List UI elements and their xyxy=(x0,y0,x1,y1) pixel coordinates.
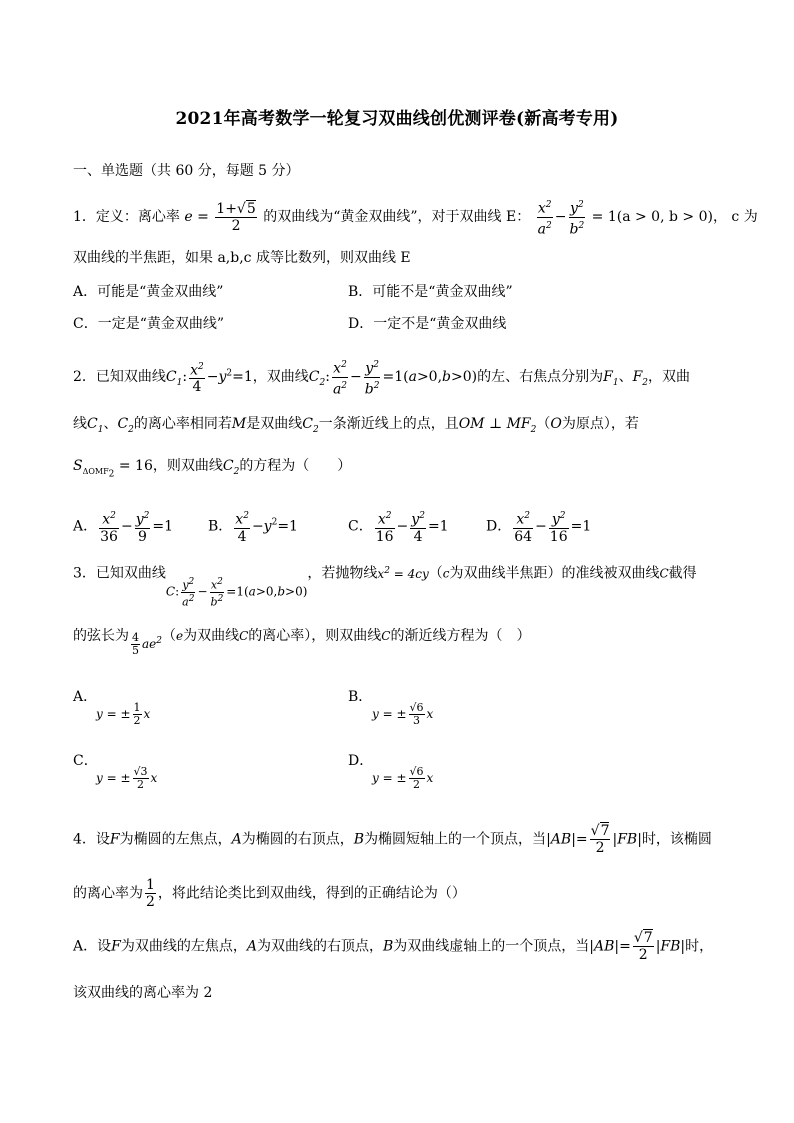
q4-text-a: 4．设 xyxy=(73,831,110,848)
q2-text-d: ，双曲 xyxy=(648,369,691,386)
q2-c1-fraction: $\frac{x^2}{4}$ xyxy=(189,359,205,396)
question-4-line-1: 4．设F为椭圆的左焦点，A为椭圆的右顶点，B为椭圆短轴上的一个顶点，当|AB|= $\frac{√7}{2}$ |FB|时，该椭圆 xyxy=(73,823,712,856)
q4-option-a-line-2[interactable]: 该双曲线的离心率为 2 xyxy=(73,985,213,1001)
q4-a-text-e: 时， xyxy=(685,938,714,955)
q1-text-c: c 为 xyxy=(731,209,758,226)
q1-golden-ratio-fraction: $\frac{1+√5}{2}$ xyxy=(216,200,256,234)
q4-a-text-d: 为双曲线虚轴上的一个顶点，当 xyxy=(393,938,590,955)
q3-text-a: 3．已知双曲线 xyxy=(73,565,166,582)
q2-text-j: 为原点），若 xyxy=(561,416,639,432)
q1-option-a[interactable]: A．可能是“黄金双曲线” xyxy=(73,284,224,300)
q4-text-c: 为椭圆的右顶点， xyxy=(241,831,354,848)
q3-text-d: 为双曲线半焦距）的准线被双曲线 xyxy=(449,565,660,582)
question-1-line-1: 1．定义：离心率 e = $\frac{1+√5}{2}$ 的双曲线为“黄金双曲线”，对于双曲线 E： $\frac{x^2}{a^2}$ − $\frac{y^2}{b^2}$ = 1(a > 0, b > 0)， c 为 xyxy=(73,197,723,237)
q1-text-a: 1．定义：离心率 xyxy=(73,209,180,226)
q3-option-d-formula[interactable]: y = ± $\frac{√6}{2}$ x xyxy=(372,765,434,791)
q2-text-k: ，则双曲线 xyxy=(152,458,223,474)
q4-option-a-line-1[interactable]: A．设F为双曲线的左焦点，A为双曲线的右顶点，B为双曲线虚轴上的一个顶点，当|AB|= $\frac{√7}{2}$ |FB|时， xyxy=(73,930,714,963)
q2-text-f: 的离心率相同若 xyxy=(133,416,232,432)
q3-text-h: 为双曲线 xyxy=(183,628,240,644)
q1-condition: = 1(a > 0, b > 0)， xyxy=(591,209,727,226)
q3-option-d[interactable]: D． xyxy=(348,753,374,769)
question-1-line-2: 双曲线的半焦距，如果 a,b,c 成等比数列，则双曲线 E xyxy=(73,250,411,266)
question-2-line-2: 线$C_1$、$C_2$的离心率相同若M是双曲线$C_2$一条渐近线上的点，且OM ⊥ $MF_2(O$为原点），若 xyxy=(73,416,639,435)
q3-option-c-formula[interactable]: y = ± $\frac{√3}{2}$ x xyxy=(96,765,158,791)
q4-a-text-b: 为双曲线的左焦点， xyxy=(120,938,247,955)
question-3-line-1: 3．已知双曲线C: $\frac{y^2}{a^2}$ − $\frac{x^2}{b^2}$ =1(a>0,b>0)，若抛物线$x^2 = 4cy(c$为双曲线半焦距）的准线被双曲线C截得 xyxy=(73,565,697,609)
page-title: 2021年高考数学一轮复习双曲线创优测评卷(新高考专用) xyxy=(175,109,619,129)
q2-text-h: 一条渐近线上的点，且 xyxy=(318,416,459,432)
q4-text-e: 时，该椭圆 xyxy=(641,831,712,848)
q3-option-b-formula[interactable]: y = ± $\frac{√6}{3}$ x xyxy=(372,701,434,727)
q2-c2-y-fraction: $\frac{y^2}{b^2}$ xyxy=(364,357,381,397)
q2-text-b: ，双曲线 xyxy=(252,369,309,386)
q4-text-d: 为椭圆短轴上的一个顶点，当 xyxy=(364,831,547,848)
q1-text-b: 的双曲线为“黄金双曲线”，对于双曲线 E： xyxy=(263,209,531,226)
q3-option-a-formula[interactable]: y = ± $\frac{1}{2}$ x xyxy=(96,701,151,727)
q3-text-b: ，若抛物线 xyxy=(307,565,378,582)
q4-a-text-c: 为双曲线的右顶点， xyxy=(256,938,383,955)
q3-text-j: 的渐近线方程为（ ） xyxy=(390,628,531,644)
q1-e: e = xyxy=(184,209,209,226)
q1-option-b[interactable]: B．可能不是“黄金双曲线” xyxy=(348,284,513,300)
q3-option-b[interactable]: B． xyxy=(348,689,373,705)
q2-text-g: 是双曲线 xyxy=(246,416,303,432)
q4-text-f: 的离心率为 xyxy=(73,885,143,902)
q1-x-over-a: $\frac{x^2}{a^2}$ xyxy=(537,197,553,237)
q2-option-c[interactable]: C． $\frac{x^2}{16}$ − $\frac{y^2}{4}$ =1 xyxy=(348,508,449,545)
section-heading: 一、单选题（共 60 分，每题 5 分） xyxy=(73,163,300,179)
q4-text-g: ，将此结论类比到双曲线，得到的正确结论为（） xyxy=(157,885,466,902)
q2-option-a[interactable]: A． $\frac{x^2}{36}$ − $\frac{y^2}{9}$ =1 xyxy=(73,508,173,545)
q1-option-d[interactable]: D．一定不是“黄金双曲线 xyxy=(348,316,507,332)
q2-text-i: （ xyxy=(536,416,551,432)
q3-text-f: 的弦长为 xyxy=(73,628,129,644)
q2-option-b[interactable]: B． $\frac{x^2}{4}$ $-y^2=1$ xyxy=(208,508,298,545)
q2-text-l: 的方程为（ ） xyxy=(239,458,352,474)
q4-text-b: 为椭圆的左焦点， xyxy=(119,831,232,848)
q3-option-c[interactable]: C． xyxy=(73,753,98,769)
q3-text-i: 的离心率），则双曲线 xyxy=(248,628,382,644)
q1-y-over-b: $\frac{y^2}{b^2}$ xyxy=(569,197,586,237)
q2-option-d[interactable]: D． $\frac{x^2}{64}$ − $\frac{y^2}{16}$ =1 xyxy=(486,508,591,545)
question-2-line-1: 2．已知双曲线$C_1$: $\frac{x^2}{4}$ $-y^2=1$，双曲线$C_2$: $\frac{x^2}{a^2}$ − $\frac{y^2}{b^2}$ =1(a>0,b>0)的左、右焦点分别为$F_1$、$F_2$，双曲 xyxy=(73,357,723,397)
q1-option-c[interactable]: C．一定是“黄金双曲线” xyxy=(73,316,225,332)
question-2-line-3: $S_{\Delta OMF_2} = 16$，则双曲线$C_2$的方程为（ ） xyxy=(73,458,352,480)
question-4-line-2: 的离心率为 $\frac{1}{2}$ ，将此结论类比到双曲线，得到的正确结论为（） xyxy=(73,877,466,910)
q2-text-c: 的左、右焦点分别为 xyxy=(477,369,604,386)
q3-text-c: （ xyxy=(428,565,443,582)
q3-option-a[interactable]: A． xyxy=(73,689,98,705)
q2-text-a: 2．已知双曲线 xyxy=(73,369,166,386)
q4-a-text-a: A．设 xyxy=(73,938,112,955)
question-3-line-2: 的弦长为 $\frac{4}{5}$ $ae^2(e$为双曲线C的离心率），则双曲线C的渐近线方程为（ ） xyxy=(73,628,531,657)
q2-text-e: 线 xyxy=(73,416,87,432)
q2-c2-x-fraction: $\frac{x^2}{a^2}$ xyxy=(332,357,348,397)
q3-text-g: （ xyxy=(162,628,176,644)
q3-text-e: 截得 xyxy=(668,565,697,582)
